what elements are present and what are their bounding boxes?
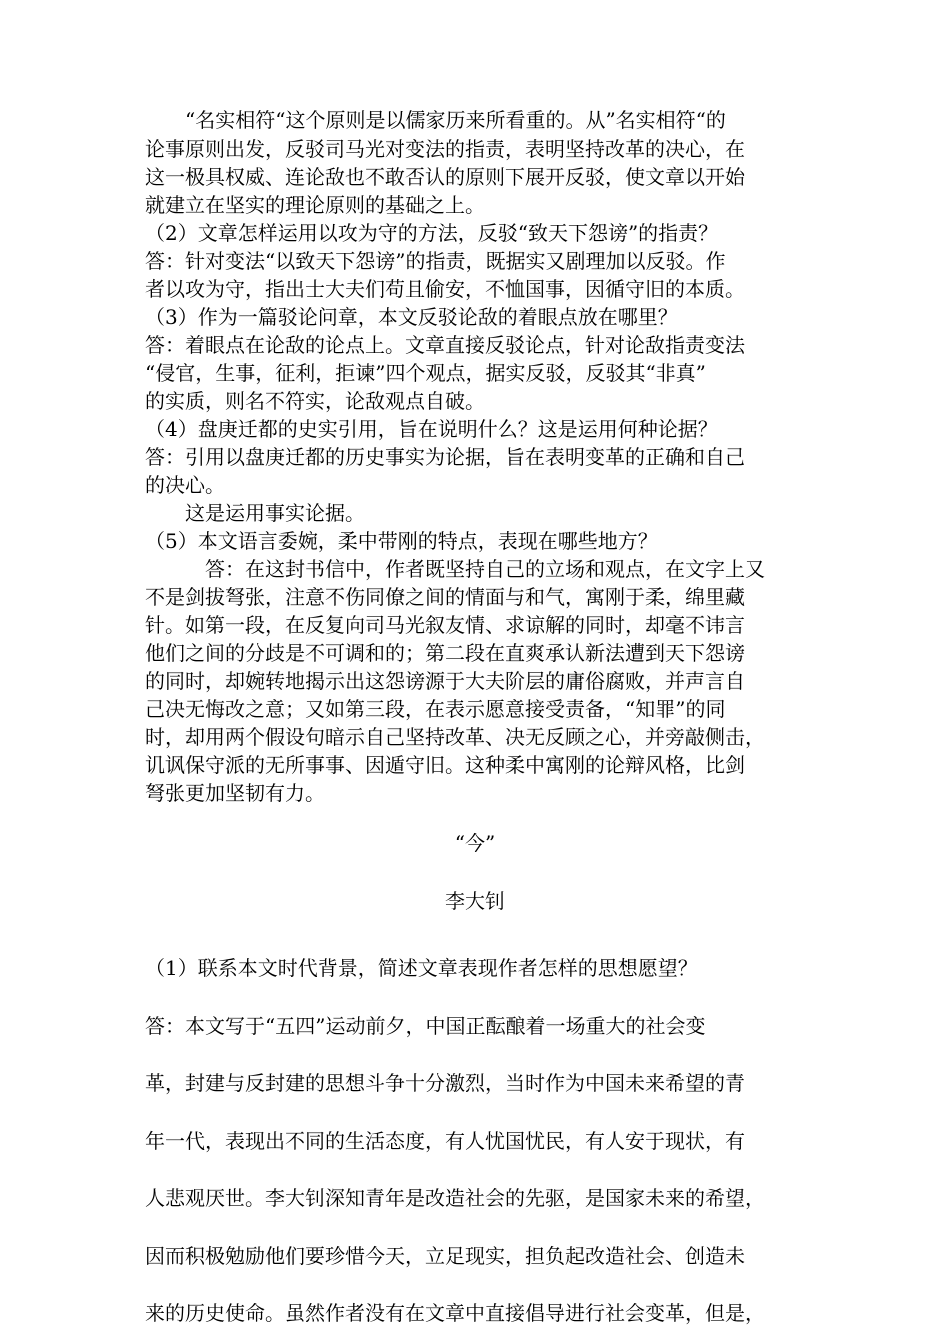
text-line: 年一代，表现出不同的生活态度，有人忧国忧民，有人安于现状，有 bbox=[145, 1129, 745, 1153]
answer-line: 答：在这封书信中，作者既坚持自己的立场和观点，在文字上又 bbox=[145, 557, 765, 581]
text-line: 这一极具权威、连论敌也不敢否认的原则下展开反驳，使文章以开始 bbox=[145, 165, 745, 189]
article-author: 李大钊 bbox=[445, 889, 505, 913]
text-line: 针。如第一段，在反复向司马光叙友情、求谅解的同时，却毫不讳言 bbox=[145, 613, 745, 637]
text-line: 革，封建与反封建的思想斗争十分激烈，当时作为中国未来希望的青 bbox=[145, 1071, 745, 1095]
text-line: 时，却用两个假设句暗示自己坚持改革、决无反顾之心，并旁敲侧击， bbox=[145, 725, 765, 749]
text-line: 的同时，却婉转地揭示出这怨谤源于大夫阶层的庸俗腐败，并声言自 bbox=[145, 669, 745, 693]
text-line: 的实质，则名不符实，论敌观点自破。 bbox=[145, 389, 485, 413]
text-line: 的决心。 bbox=[145, 473, 225, 497]
text-line: 者以攻为守，指出士大夫们苟且偷安，不恤国事，因循守旧的本质。 bbox=[145, 277, 745, 301]
text-line: 因而积极勉励他们要珍惜今天，立足现实，担负起改造社会、创造未 bbox=[145, 1244, 745, 1268]
text-line: 人悲观厌世。李大钊深知青年是改造社会的先驱，是国家未来的希望， bbox=[145, 1186, 765, 1210]
text-line: 论事原则出发，反驳司马光对变法的指责，表明坚持改革的决心，在 bbox=[145, 137, 745, 161]
question-line: （1）联系本文时代背景，简述文章表现作者怎样的思想愿望？ bbox=[145, 956, 698, 980]
text-line: 讥讽保守派的无所事事、因遁守旧。这种柔中寓刚的论辩风格，比剑 bbox=[145, 753, 745, 777]
text-line: 就建立在坚实的理论原则的基础之上。 bbox=[145, 193, 485, 217]
answer-line: 答：针对变法“以致天下怨谤”的指责，既据实又剧理加以反驳。作 bbox=[145, 249, 726, 273]
article-title: “今” bbox=[454, 831, 496, 855]
answer-line: 答：引用以盘庚迁都的历史事实为论据，旨在表明变革的正确和自己 bbox=[145, 445, 745, 469]
text-line: 来的历史使命。虽然作者没有在文章中直接倡导进行社会变革，但是， bbox=[145, 1301, 765, 1325]
text-line: 这是运用事实论据。 bbox=[145, 501, 365, 525]
answer-line: 答：本文写于“五四”运动前夕，中国正酝酿着一场重大的社会变 bbox=[145, 1014, 706, 1038]
question-line: （3）作为一篇驳论问章，本文反驳论敌的着眼点放在哪里？ bbox=[145, 305, 678, 329]
question-line: （4）盘庚迁都的史实引用，旨在说明什么？这是运用何种论据？ bbox=[145, 417, 718, 441]
text-line: “侵官，生事，征利，拒谏”四个观点，据实反驳，反驳其“非真” bbox=[145, 361, 706, 385]
text-line: “名实相符“这个原则是以儒家历来所看重的。从”名实相符“的 bbox=[145, 108, 726, 132]
answer-line: 答：着眼点在论敌的论点上。文章直接反驳论点，针对论敌指责变法 bbox=[145, 333, 745, 357]
text-line: 己决无悔改之意；又如第三段，在表示愿意接受责备，“知罪”的同 bbox=[145, 697, 726, 721]
question-line: （5）本文语言委婉，柔中带刚的特点，表现在哪些地方？ bbox=[145, 529, 658, 553]
text-line: 不是剑拔弩张，注意不伤同僚之间的情面与和气，寓刚于柔，绵里藏 bbox=[145, 585, 745, 609]
question-line: （2）文章怎样运用以攻为守的方法，反驳“致天下怨谤”的指责？ bbox=[145, 221, 719, 245]
text-line: 弩张更加坚韧有力。 bbox=[145, 781, 325, 805]
text-line: 他们之间的分歧是不可调和的；第二段在直爽承认新法遭到天下怨谤 bbox=[145, 641, 745, 665]
